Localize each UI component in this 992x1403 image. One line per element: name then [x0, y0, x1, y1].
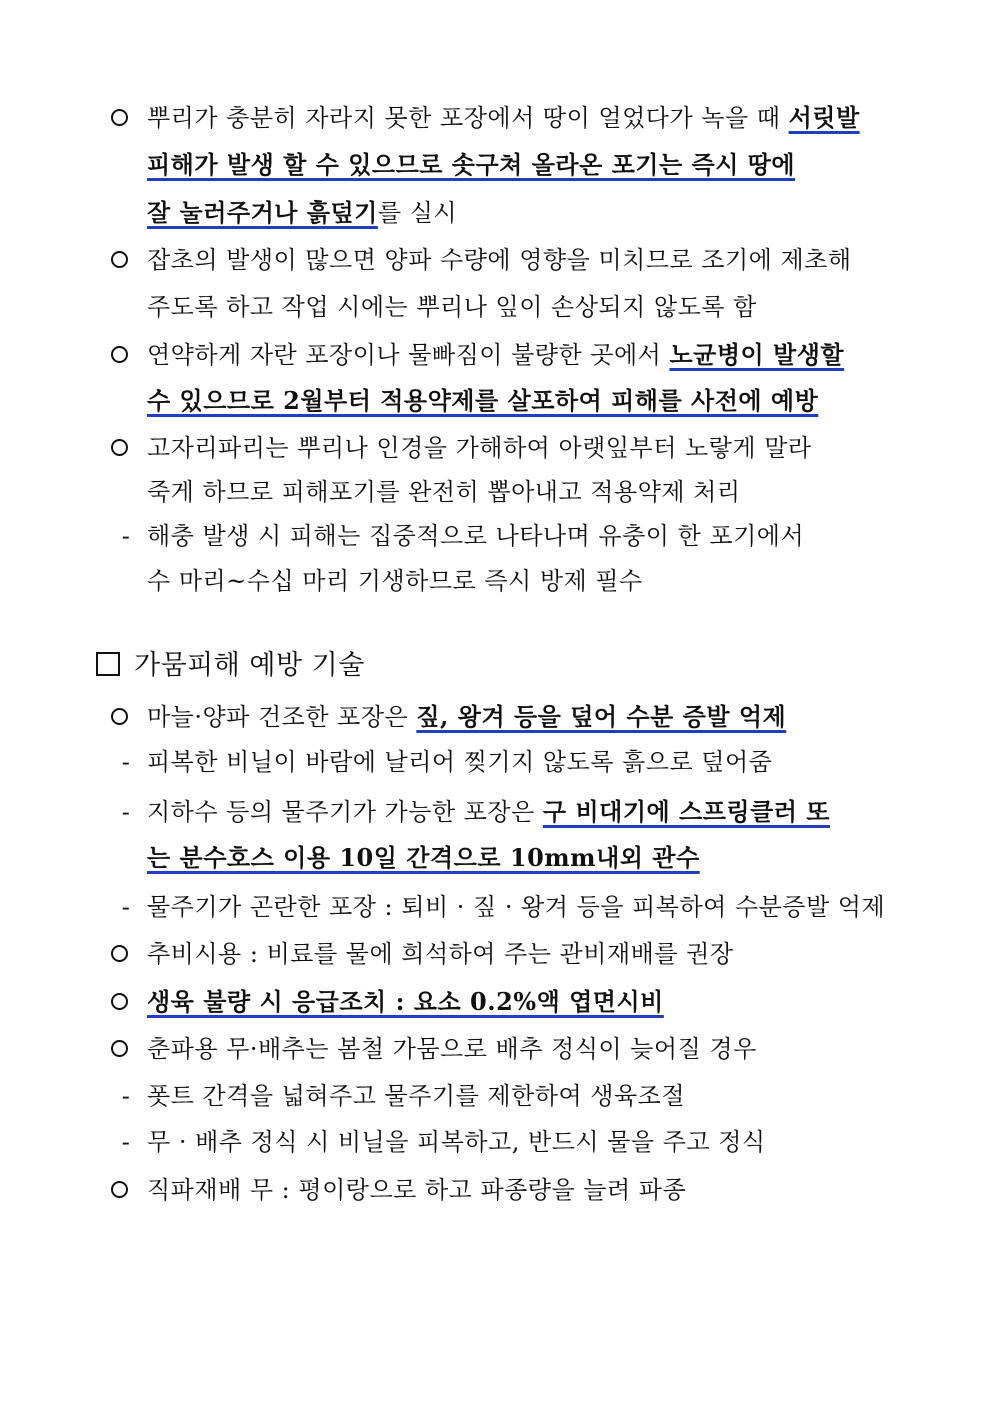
line-text [147, 335, 844, 375]
line-text [147, 1170, 686, 1210]
highlighted-text: 피해가 발생 할 수 있으므로 솟구쳐 올라온 포기는 즉시 땅에 [147, 150, 796, 179]
dash-bullet-icon: - [121, 522, 131, 550]
dash-bullet-icon: - [121, 1082, 131, 1110]
text-segment: 무 · 배추 정식 시 비닐을 피복하고, 반드시 물을 주고 정식 [147, 1128, 766, 1156]
line-text [147, 145, 795, 185]
text-segment: 를 실시 [377, 199, 458, 227]
line-text [147, 287, 757, 327]
circle-bullet-icon [108, 1170, 130, 1210]
circle-bullet-icon [108, 98, 130, 138]
line-text [147, 561, 643, 601]
text-segment: 마늘·양파 건조한 포장은 [147, 703, 417, 731]
dash-bullet-icon: - [121, 1128, 131, 1156]
circle-bullet-icon [108, 982, 130, 1022]
text-segment: 폿트 간격을 넓혀주고 물주기를 제한하여 생육조절 [147, 1082, 686, 1110]
circle-bullet-icon [108, 934, 130, 974]
line-text [147, 742, 772, 782]
text-segment: 잡초의 발생이 많으면 양파 수량에 영향을 미치므로 조기에 제초해 [147, 246, 852, 274]
text-segment: 뿌리가 충분히 자라지 못한 포장에서 땅이 얼었다가 녹을 때 [147, 104, 789, 132]
text-segment: 추비시용 : 비료를 물에 희석하여 주는 관비재배를 권장 [147, 940, 734, 968]
text-segment: 피복한 비닐이 바람에 날리어 찢기지 않도록 흙으로 덮어줌 [147, 748, 773, 776]
line-text [147, 1029, 757, 1069]
line-text [147, 516, 804, 556]
text-segment: 가뭄피해 예방 기술 [134, 650, 365, 681]
highlighted-text: 노균병이 발생할 [669, 340, 845, 369]
circle-bullet-icon [108, 240, 130, 280]
dash-bullet-icon: - [121, 893, 131, 921]
line-text [147, 1076, 685, 1116]
line-text [147, 1122, 766, 1162]
circle-bullet-icon [108, 428, 130, 468]
text-segment: 고자리파리는 뿌리나 인경을 가해하여 아랫잎부터 노랗게 말라 [147, 434, 812, 462]
highlighted-text: 구 비대기에 스프링클러 또 [542, 797, 830, 826]
text-segment: 춘파용 무·배추는 봄철 가뭄으로 배추 정식이 늦어질 경우 [147, 1035, 757, 1063]
dash-bullet-icon: - [121, 748, 131, 776]
highlighted-text: 수 있으므로 2월부터 적용약제를 살포하여 피해를 사전에 예방 [147, 386, 819, 415]
line-text [147, 697, 786, 737]
line-text [147, 982, 664, 1022]
highlighted-text: 는 분수호스 이용 10일 간격으로 10mm내외 관수 [147, 843, 700, 872]
circle-bullet-icon [108, 697, 130, 737]
line-text [147, 934, 734, 974]
line-text [147, 792, 830, 832]
line-text [147, 240, 852, 280]
highlighted-text: 잘 눌러주거나 흙덮기 [147, 198, 378, 227]
text-segment: 직파재배 무 : 평이랑으로 하고 파종량을 늘려 파종 [147, 1176, 687, 1204]
line-text [147, 838, 700, 878]
circle-bullet-icon [108, 335, 130, 375]
line-text [147, 193, 457, 233]
text-segment: 죽게 하므로 피해포기를 완전히 뽑아내고 적용약제 처리 [147, 478, 741, 506]
line-text [147, 472, 741, 512]
text-segment: 물주기가 곤란한 포장 : 퇴비 · 짚 · 왕겨 등을 피복하여 수분증발 억제 [147, 893, 886, 921]
text-segment: 지하수 등의 물주기가 가능한 포장은 [147, 798, 543, 826]
line-text [147, 887, 885, 927]
line-text [147, 428, 812, 468]
text-segment: 주도록 하고 작업 시에는 뿌리나 잎이 손상되지 않도록 함 [147, 293, 757, 321]
highlighted-text: 서릿발 [788, 103, 860, 132]
line-text [147, 98, 860, 138]
text-segment: 수 마리~수십 마리 기생하므로 즉시 방제 필수 [147, 567, 643, 595]
dash-bullet-icon: - [121, 798, 131, 826]
line-text [134, 646, 365, 686]
highlighted-text: 생육 불량 시 응급조치 : 요소 0.2%액 엽면시비 [147, 987, 664, 1016]
line-text [147, 381, 818, 421]
text-segment: 연약하게 자란 포장이나 물빠짐이 불량한 곳에서 [147, 341, 670, 369]
text-segment: 해충 발생 시 피해는 집중적으로 나타나며 유충이 한 포기에서 [147, 522, 805, 550]
circle-bullet-icon [108, 1029, 130, 1069]
square-bullet-icon [96, 646, 118, 686]
highlighted-text: 짚, 왕겨 등을 덮어 수분 증발 억제 [416, 702, 787, 731]
